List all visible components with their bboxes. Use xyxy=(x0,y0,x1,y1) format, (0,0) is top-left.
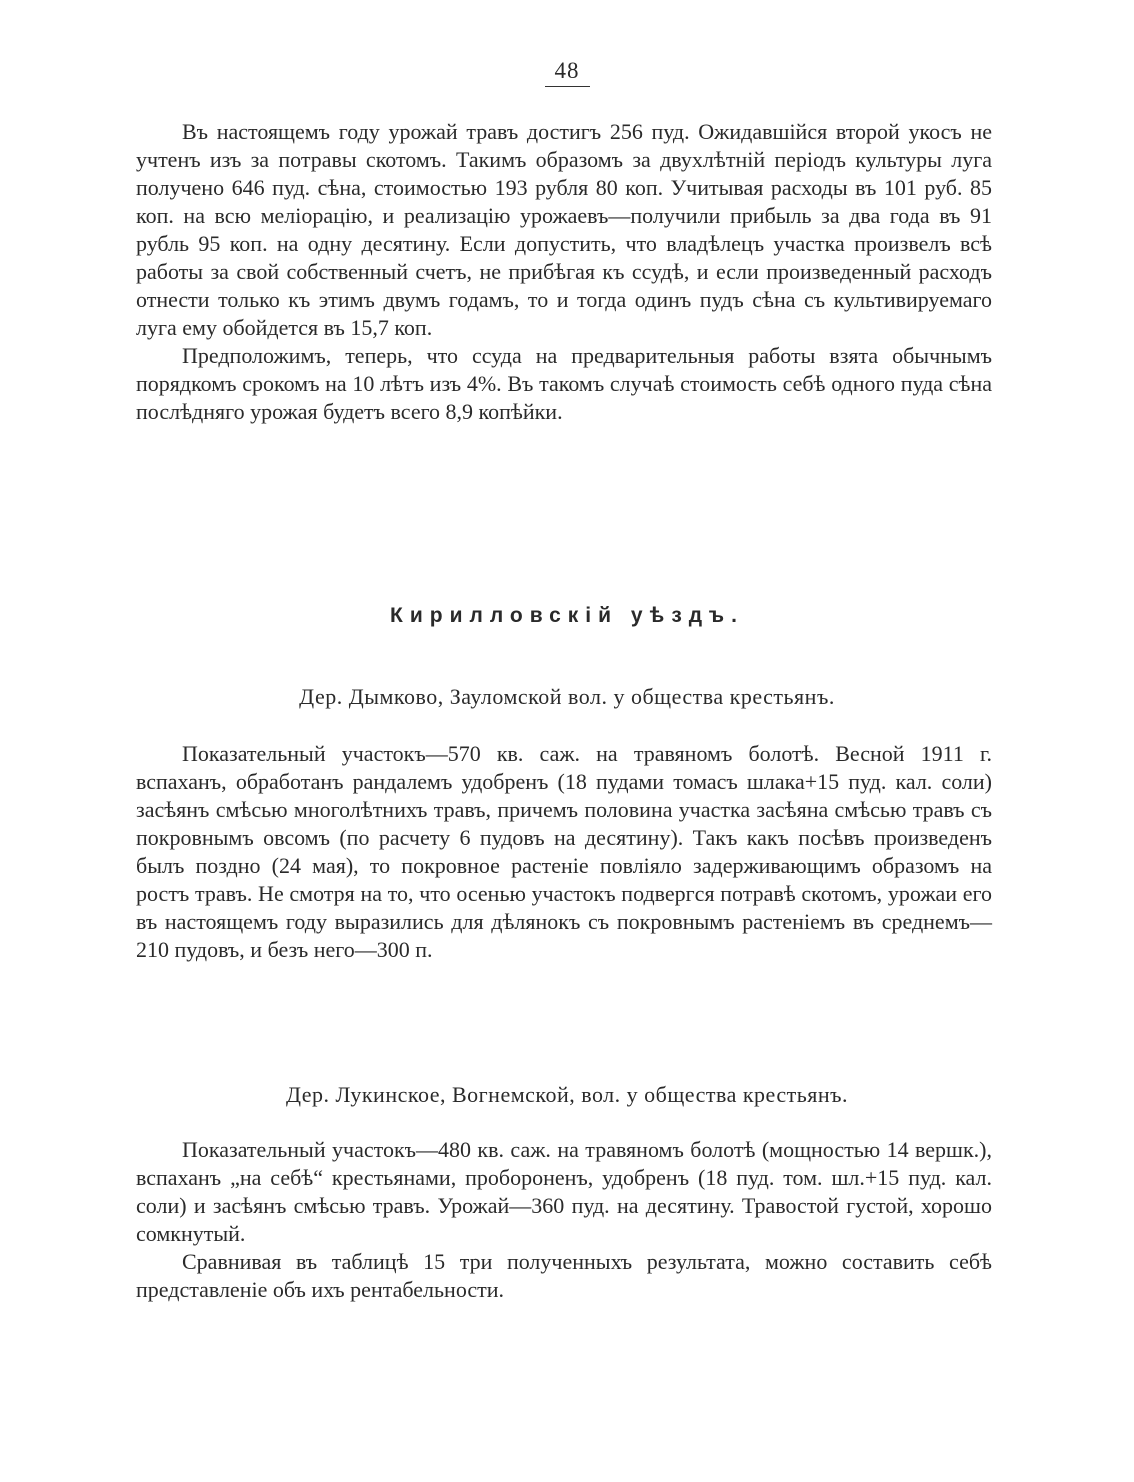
paragraph-lukinskoe-plot: Показательный участокъ—480 кв. саж. на травяномъ болотѣ (мощностью 14 вершк.), вспаханъ „на себѣ“ крестьянами, пробороненъ, удобренъ (18 пуд. том. шл.+15 пуд. кал. соли) и засѣянъ смѣсью травъ. Урожай—360 пуд. на десятину. Травостой густой, хорошо сомкнутый. xyxy=(136,1137,992,1246)
district-heading: Кирилловскій уѣздъ. xyxy=(390,604,744,627)
page-number xyxy=(0,58,1134,87)
section-one xyxy=(136,118,992,426)
section-dymkovo xyxy=(136,740,992,964)
paragraph-comparison: Сравнивая въ таблицѣ 15 три полученныхъ результата, можно составить себѣ представленіе объ ихъ рентабельности. xyxy=(136,1249,992,1302)
page-number-text: 48 xyxy=(545,58,590,87)
paragraph-loan-assumption: Предположимъ, теперь, что ссуда на предварительныя работы взята обычнымъ порядкомъ срокомъ на 10 лѣтъ изъ 4%. Въ такомъ случаѣ стоимость себѣ одного пуда сѣна послѣдняго урожая будетъ всего 8,9 копѣйки. xyxy=(136,343,992,424)
paragraph-harvest-results: Въ настоящемъ году урожай травъ достигъ 256 пуд. Ожидавшійся второй укосъ не учтенъ изъ за потравы скотомъ. Такимъ образомъ за двухлѣтній періодъ культуры луга получено 646 пуд. сѣна, стоимостью 193 рубля 80 коп. Учитывая расходы въ 101 руб. 85 коп. на всю меліорацію, и реализацію урожаевъ—получили прибыль за два года въ 91 рубль 95 коп. на одну десятину. Если допустить, что владѣлецъ участка произвелъ всѣ работы за свой собственный счетъ, не прибѣгая къ ссудѣ, и если произведенный расходъ отнести только къ этимъ двумъ годамъ, то и тогда одинъ пудъ сѣна съ культивируемаго луга ему обойдется въ 15,7 коп. xyxy=(136,119,992,340)
paragraph-dymkovo-plot: Показательный участокъ—570 кв. саж. на травяномъ болотѣ. Весной 1911 г. вспаханъ, обработанъ рандалемъ удобренъ (18 пудами томасъ шлака+15 пуд. кал. соли) засѣянъ смѣсью многолѣтнихъ травъ, причемъ половина участка засѣяна смѣсью травъ съ покровнымъ овсомъ (по расчету 6 пудовъ на десятину). Такъ какъ посѣвъ произведенъ былъ поздно (24 мая), то покровное растеніе повліяло задерживающимъ образомъ на ростъ травъ. Не смотря на то, что осенью участокъ подвергся потравѣ скотомъ, урожаи его въ настоящемъ году выразились для дѣлянокъ съ покровнымъ растеніемъ въ среднемъ—210 пудовъ, и безъ него—300 п. xyxy=(136,741,992,962)
section-lukinskoe xyxy=(136,1136,992,1304)
subheading-dymkovo: Дер. Дымково, Зауломской вол. у общества крестьянъ. xyxy=(299,684,835,709)
subheading-lukinskoe: Дер. Лукинское, Вогнемской, вол. у общества крестьянъ. xyxy=(285,1082,849,1107)
